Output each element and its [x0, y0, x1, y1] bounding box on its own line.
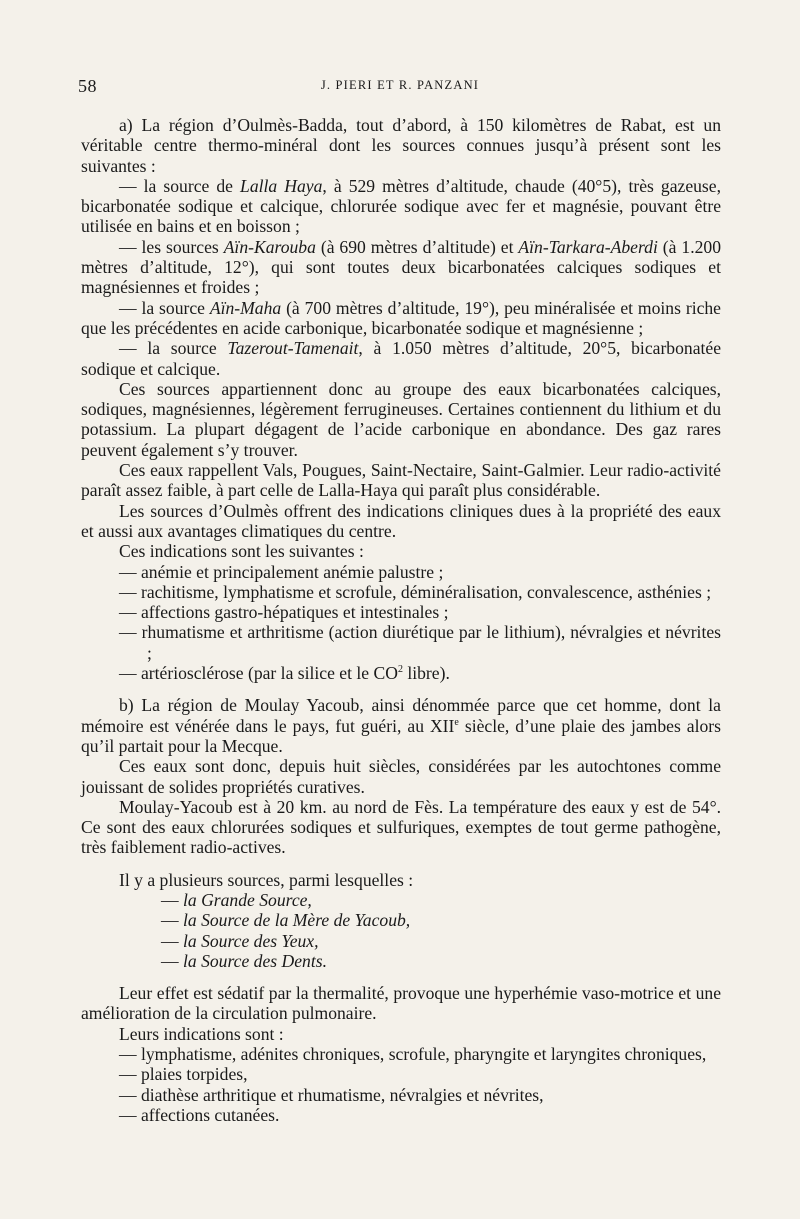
source-ain-maha: — la source Aïn-Maha (à 700 mètres d’altitude, 19°), peu minéralisée et moins riche que les précédentes en acide carbonique, bicarbonatée sodique et magnésienne ; [81, 297, 721, 338]
source-name: Aïn-Tarkara-Aberdi [518, 236, 658, 257]
page-number: 58 [78, 76, 97, 96]
b-indication-item: — affections cutanées. [119, 1104, 280, 1125]
page-header [78, 76, 722, 98]
indication-item: — artériosclérose (par la silice et le $CO^2$ libre). [119, 663, 450, 684]
paragraph-moulay: Moulay-Yacoub est à 20 km. au nord de Fès. La température des eaux y est de 54°. Ce sont des eaux chlorurées sodiques et sulfuriques, exemptes de tout germe pathogène, très faiblement radio-actives. [81, 796, 721, 858]
paragraph-plusieurs: Il y a plusieurs sources, parmi lesquelles : [119, 869, 414, 890]
paragraph-leurs-indications: Leurs indications sont : [119, 1023, 284, 1044]
source-list-item: — la Source des Dents. [161, 950, 327, 971]
indication-item: — rachitisme, lymphatisme et scrofule, déminéralisation, convalescence, asthénies ; [119, 581, 712, 602]
source-name: Tazerout-Tamenait [227, 338, 359, 359]
paragraph-indications-intro: Ces indications sont les suivantes : [119, 541, 364, 562]
running-head: J. PIERI ET R. PANZANI [320, 78, 480, 92]
source-list-item: — la Source des Yeux, [161, 930, 319, 951]
source-name: Lalla Haya [240, 175, 323, 196]
source-list-item: — la Grande Source, [161, 889, 312, 910]
b-indication-item: — diathèse arthritique et rhumatisme, névralgies et névrites, [119, 1084, 544, 1105]
source-lalla-haya: — la source de Lalla Haya, à 529 mètres d’altitude, chaude (40°5), très gazeuse, bicarbonatée sodique et calcique, chlorurée sodique avec fer et magnésie, pouvant être utilisée en bains et en boisson ; [81, 175, 721, 237]
source-name: Aïn-Karouba [223, 236, 316, 257]
paragraph-oulmes: Les sources d’Oulmès offrent des indications cliniques dues à la propriété des eaux et aussi aux avantages climatiques du centre. [81, 500, 721, 541]
indication-item: — affections gastro-hépatiques et intestinales ; [119, 602, 449, 623]
source-tazerout: — la source Tazerout-Tamenait, à 1.050 mètres d’altitude, 20°5, bicarbonatée sodique et calcique. [81, 338, 722, 379]
paragraph-effet: Leur effet est sédatif par la thermalité, provoque une hyperhémie vaso-motrice et une amélioration de la circulation pulmonaire. [81, 983, 721, 1024]
indication-item: — rhumatisme et arthritisme (action diurétique par le lithium), névralgies et névrites ; [119, 622, 721, 663]
paragraph-groupe: Ces sources appartiennent donc au groupe des eaux bicarbonatées calciques, sodiques, magnésiennes, légèrement ferrugineuses. Certaines contiennent du lithium et du potassium. La plupart dégagent de l’acide carbonique en abondance. Des gaz rares peuvent également s’y trouver. [81, 378, 721, 460]
source-list-item: — la Source de la Mère de Yacoub, [161, 910, 411, 931]
source-name: Aïn-Maha [209, 297, 282, 318]
paragraph-region-b: b) La région de Moulay Yacoub, ainsi dénommée parce que cet homme, dont la mémoire est vénérée dans le pays, fut guéri, au XIIe siècle, d’une plaie des jambes alors qu’il partait pour la Mecque. [81, 695, 721, 756]
indication-item: — anémie et principalement anémie palustre ; [119, 561, 444, 582]
source-ain-karouba: — les sources Aïn-Karouba (à 690 mètres d’altitude) et Aïn-Tarkara-Aberdi (à 1.200 mètres d’altitude, 12°), qui sont toutes deux bicarbonatées calciques sodiques et magnésiennes et froides ; [81, 236, 721, 298]
paragraph-region-a: a) La région d’Oulmès-Badda, tout d’abord, à 150 kilomètres de Rabat, est un véritable centre thermo-minéral dont les sources connues jusqu’à présent sont les suivantes : [81, 115, 721, 176]
b-indication-item: — plaies torpides, [119, 1064, 248, 1085]
paragraph-vals: Ces eaux rappellent Vals, Pougues, Saint-Nectaire, Saint-Galmier. Leur radio-activité paraît assez faible, à part celle de Lalla-Haya qui paraît plus considérable. [81, 460, 721, 501]
paragraph-siecles: Ces eaux sont donc, depuis huit siècles, considérées par les autochtones comme jouissant de solides propriétés curatives. [81, 756, 721, 797]
b-indication-item: — lymphatisme, adénites chroniques, scrofule, pharyngite et laryngites chroniques, [119, 1044, 707, 1065]
body-text [81, 115, 721, 1125]
